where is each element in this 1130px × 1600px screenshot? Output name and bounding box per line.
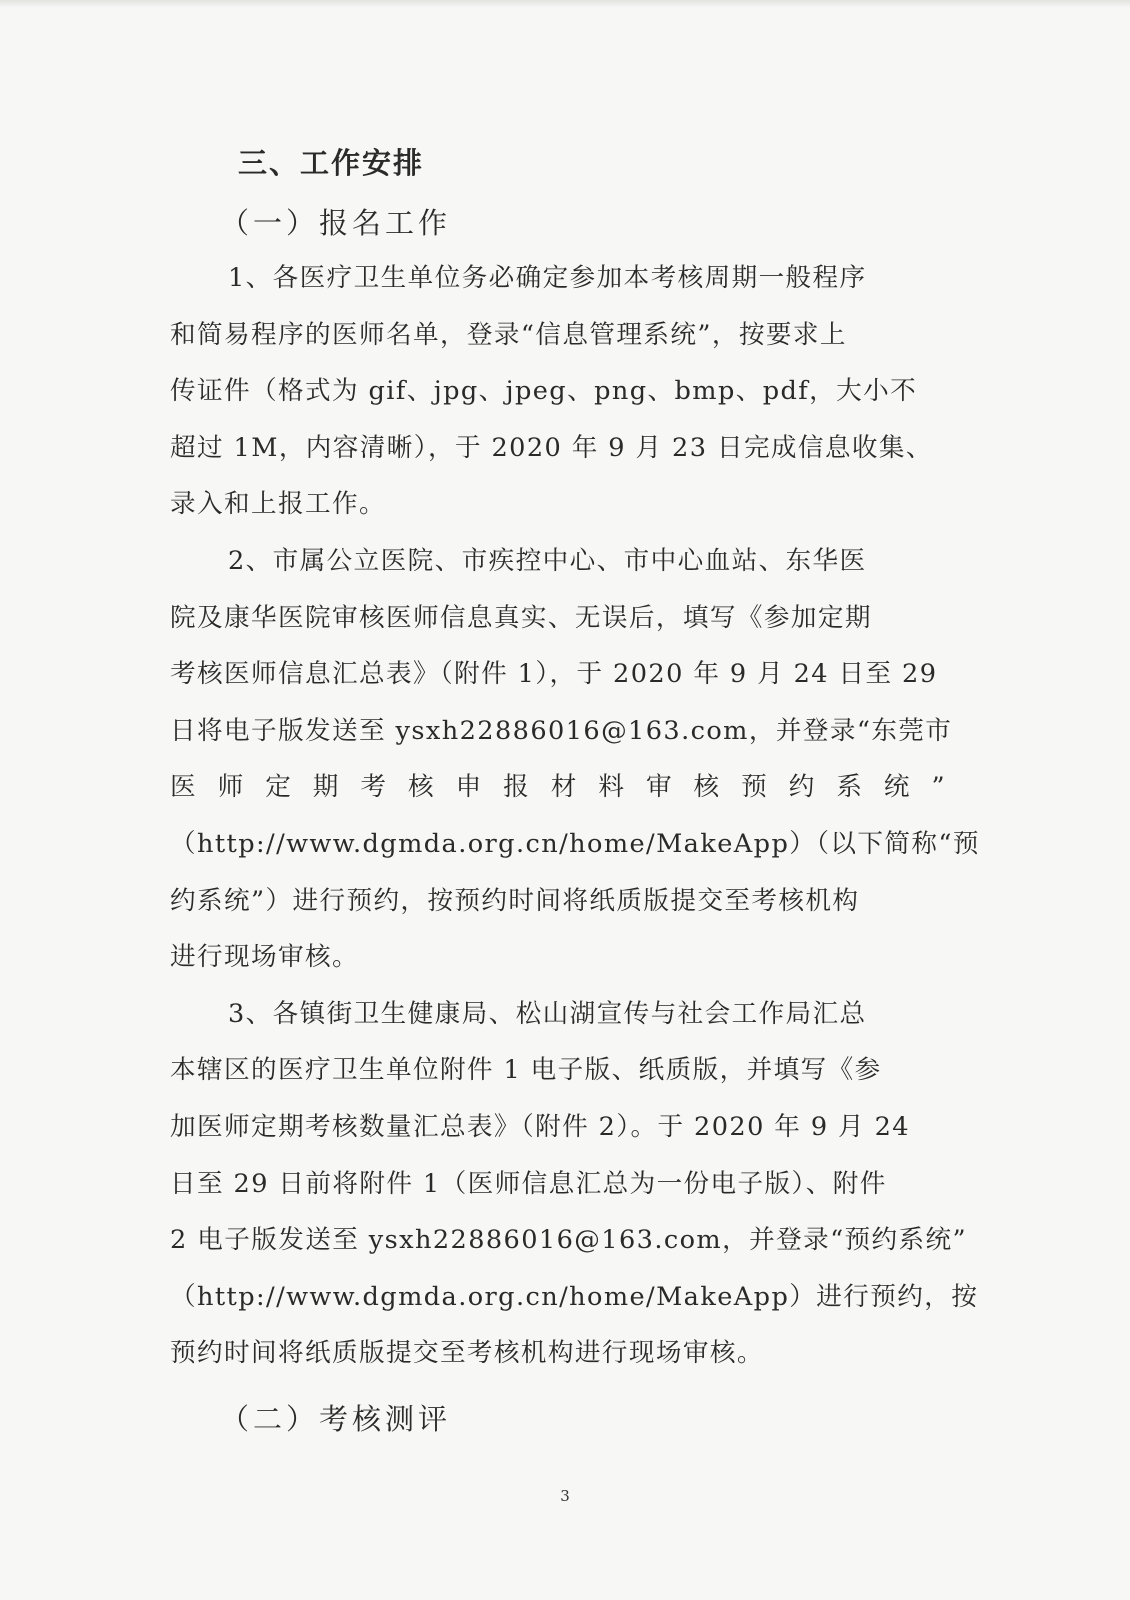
text-line: 2、市属公立医院、市疾控中心、市中心血站、东华医 — [228, 545, 867, 576]
text-line: 预约时间将纸质版提交至考核机构进行现场审核。 — [170, 1338, 764, 1369]
paragraph-item-2 — [170, 533, 980, 986]
text-line: 日将电子版发送至 ysxh22886016@163.com，并登录“东莞市 — [170, 715, 953, 746]
text-line: 传证件（格式为 gif、jpg、jpeg、png、bmp、pdf，大小不 — [170, 376, 918, 407]
text-line: 进行现场审核。 — [170, 942, 359, 973]
subsection-heading-assessment: （二）考核测评 — [220, 1401, 452, 1436]
text-line: 录入和上报工作。 — [170, 489, 386, 520]
text-line: 考核医师信息汇总表》（附件 1），于 2020 年 9 月 24 日至 29 — [170, 659, 938, 690]
text-line: 日至 29 日前将附件 1（医师信息汇总为一份电子版）、附件 — [170, 1168, 887, 1199]
text-line: 约系统”）进行预约，按预约时间将纸质版提交至考核机构 — [170, 885, 860, 916]
paragraph-item-3 — [170, 986, 979, 1382]
text-line: 加医师定期考核数量汇总表》（附件 2）。于 2020 年 9 月 24 — [170, 1111, 910, 1142]
text-line: 1、各医疗卫生单位务必确定参加本考核周期一般程序 — [228, 263, 867, 293]
text-line: 本辖区的医疗卫生单位附件 1 电子版、纸质版，并填写《参 — [170, 1055, 882, 1086]
document-body — [170, 138, 980, 1446]
text-line: 院及康华医院审核医师信息真实、无误后，填写《参加定期 — [170, 602, 872, 633]
section-heading: 三、工作安排 — [238, 146, 425, 180]
text-line: 2 电子版发送至 ysxh22886016@163.com，并登录“预约系统” — [170, 1225, 968, 1256]
subsection-heading-registration: （一）报名工作 — [220, 206, 452, 240]
text-line: 医师定期考核申报材料审核预约系统” — [170, 772, 967, 803]
page-number: 3 — [560, 1487, 570, 1505]
text-line: （http://www.dgmda.org.cn/home/MakeApp）进行预约，按 — [170, 1281, 979, 1312]
text-line: 3、各镇街卫生健康局、松山湖宣传与社会工作局汇总 — [228, 998, 867, 1029]
paragraph-item-1 — [170, 250, 960, 533]
text-line: （http://www.dgmda.org.cn/home/MakeApp）（以下简称“预 — [170, 828, 980, 859]
text-line: 和简易程序的医师名单，登录“信息管理系统”，按要求上 — [170, 319, 847, 350]
text-line: 超过 1M，内容清晰），于 2020 年 9 月 23 日完成信息收集、 — [170, 432, 933, 463]
